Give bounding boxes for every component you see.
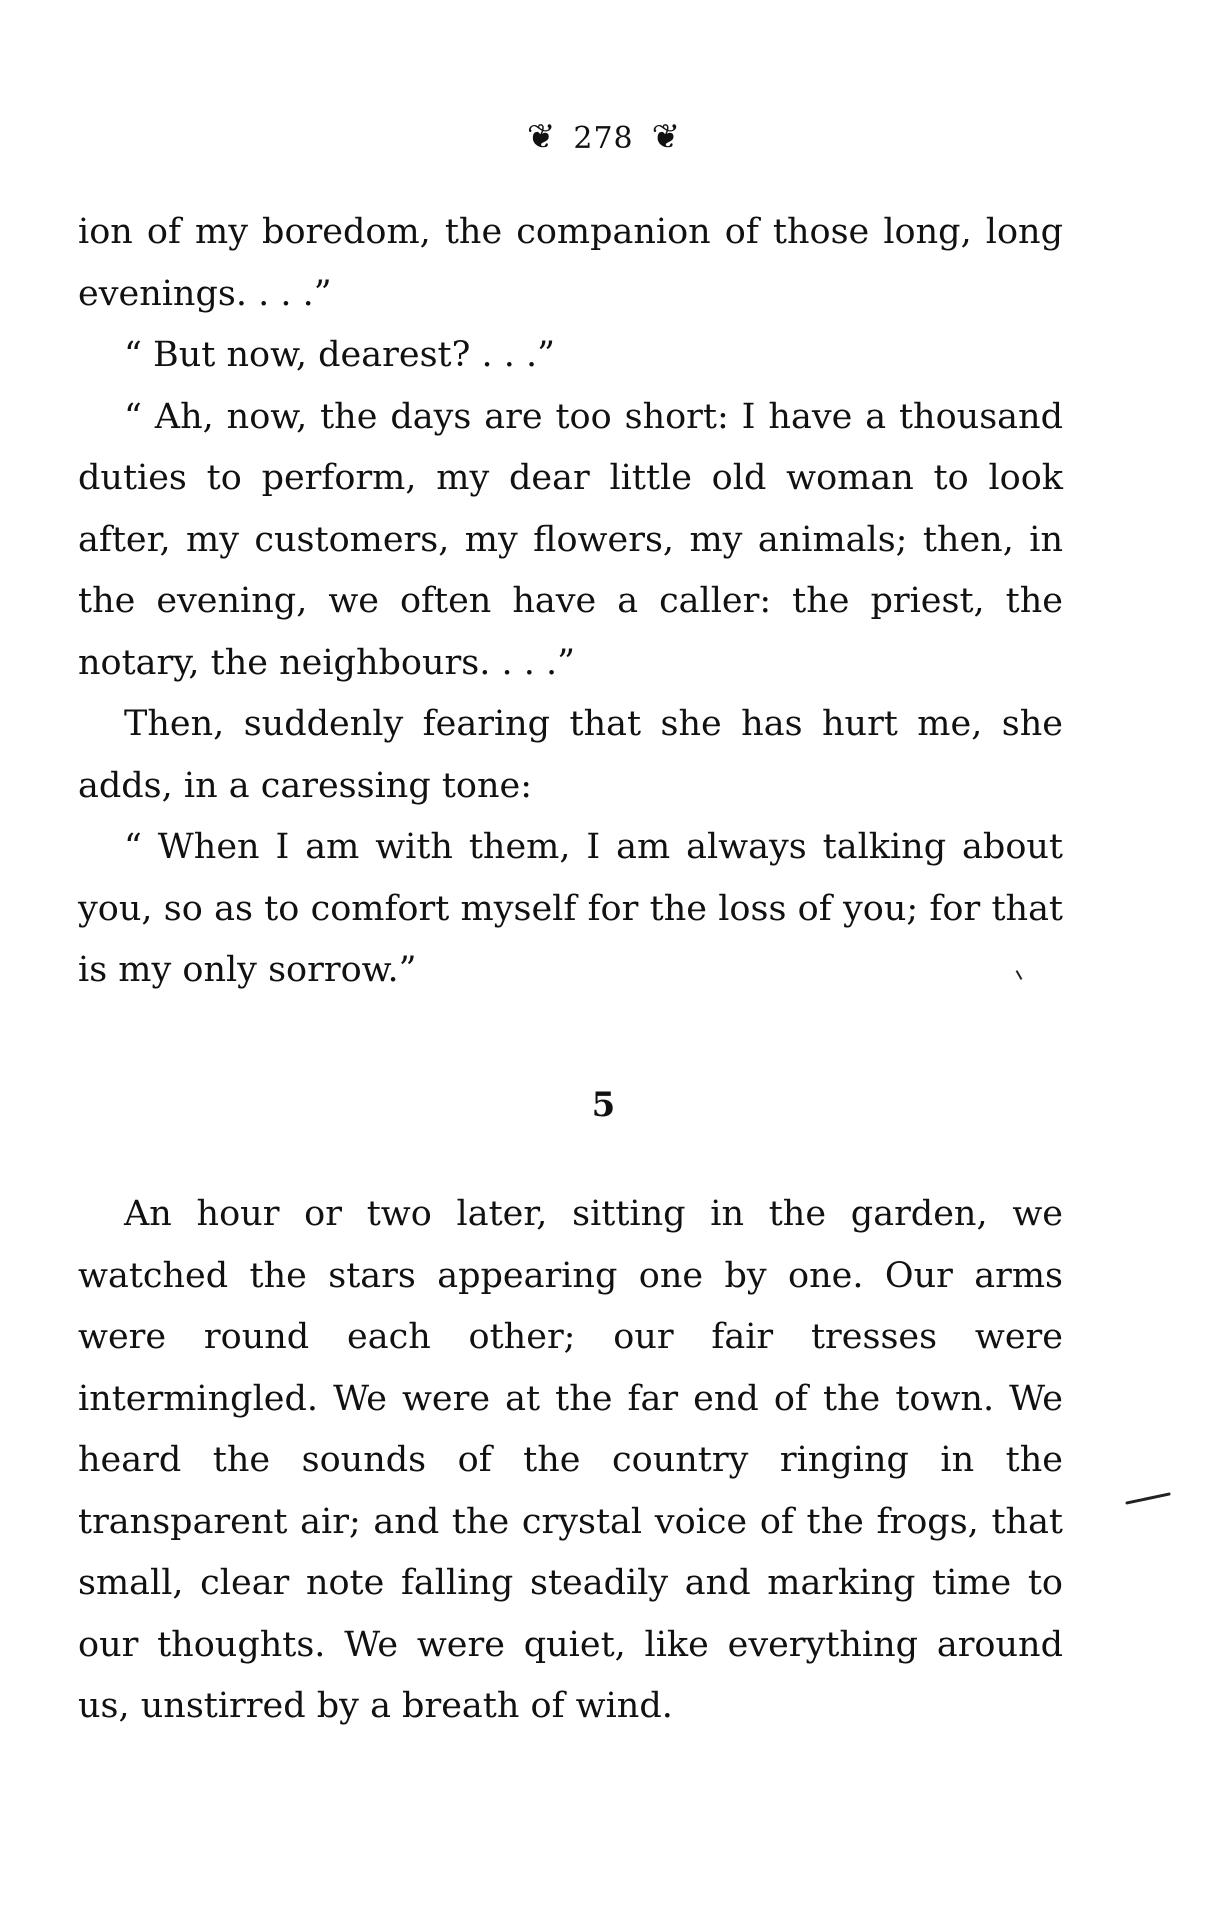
paragraph-narration: Then, suddenly fearing that she has hurt me, she adds, in a caressing tone:	[78, 704, 1063, 806]
paragraph-narration: An hour or two later, sitting in the garden, we watched the stars appearing one by one. Our arms were round each other; our fair tresses were intermingled. We were at the far end of the town. We heard the sounds of the country ringing in the transparent air; and the crystal voice of the frogs, that small, clear note falling steadily and marking time to our thoughts. We were quiet, like everything around us, unstirred by a breath of wind.	[78, 1194, 1063, 1726]
paragraph-dialogue: “ When I am with them, I am always talking about you, so as to comfort myself for the loss of you; for that is my only sorrow.”	[78, 827, 1063, 990]
text-block-top	[78, 202, 1063, 1002]
text-block-bottom	[78, 1184, 1063, 1738]
page-number: 278	[573, 121, 634, 156]
ink-mark	[1125, 1492, 1171, 1504]
fleuron-left-icon: ❦	[526, 117, 556, 157]
section-heading: 5	[591, 1085, 616, 1125]
page-header	[0, 118, 1207, 159]
fleuron-right-icon: ❦	[651, 117, 681, 157]
paragraph-dialogue: “ Ah, now, the days are too short: I have a thousand duties to perform, my dear little old woman to look after, my customers, my flowers, my animals; then, in the evening, we often have a caller: the priest, the notary, the neighbours. . . .”	[78, 396, 1063, 683]
paragraph-continuation: ion of my boredom, the companion of those long, long evenings. . . .”	[78, 212, 1063, 314]
paragraph-dialogue: “ But now, dearest? . . .”	[124, 335, 556, 375]
